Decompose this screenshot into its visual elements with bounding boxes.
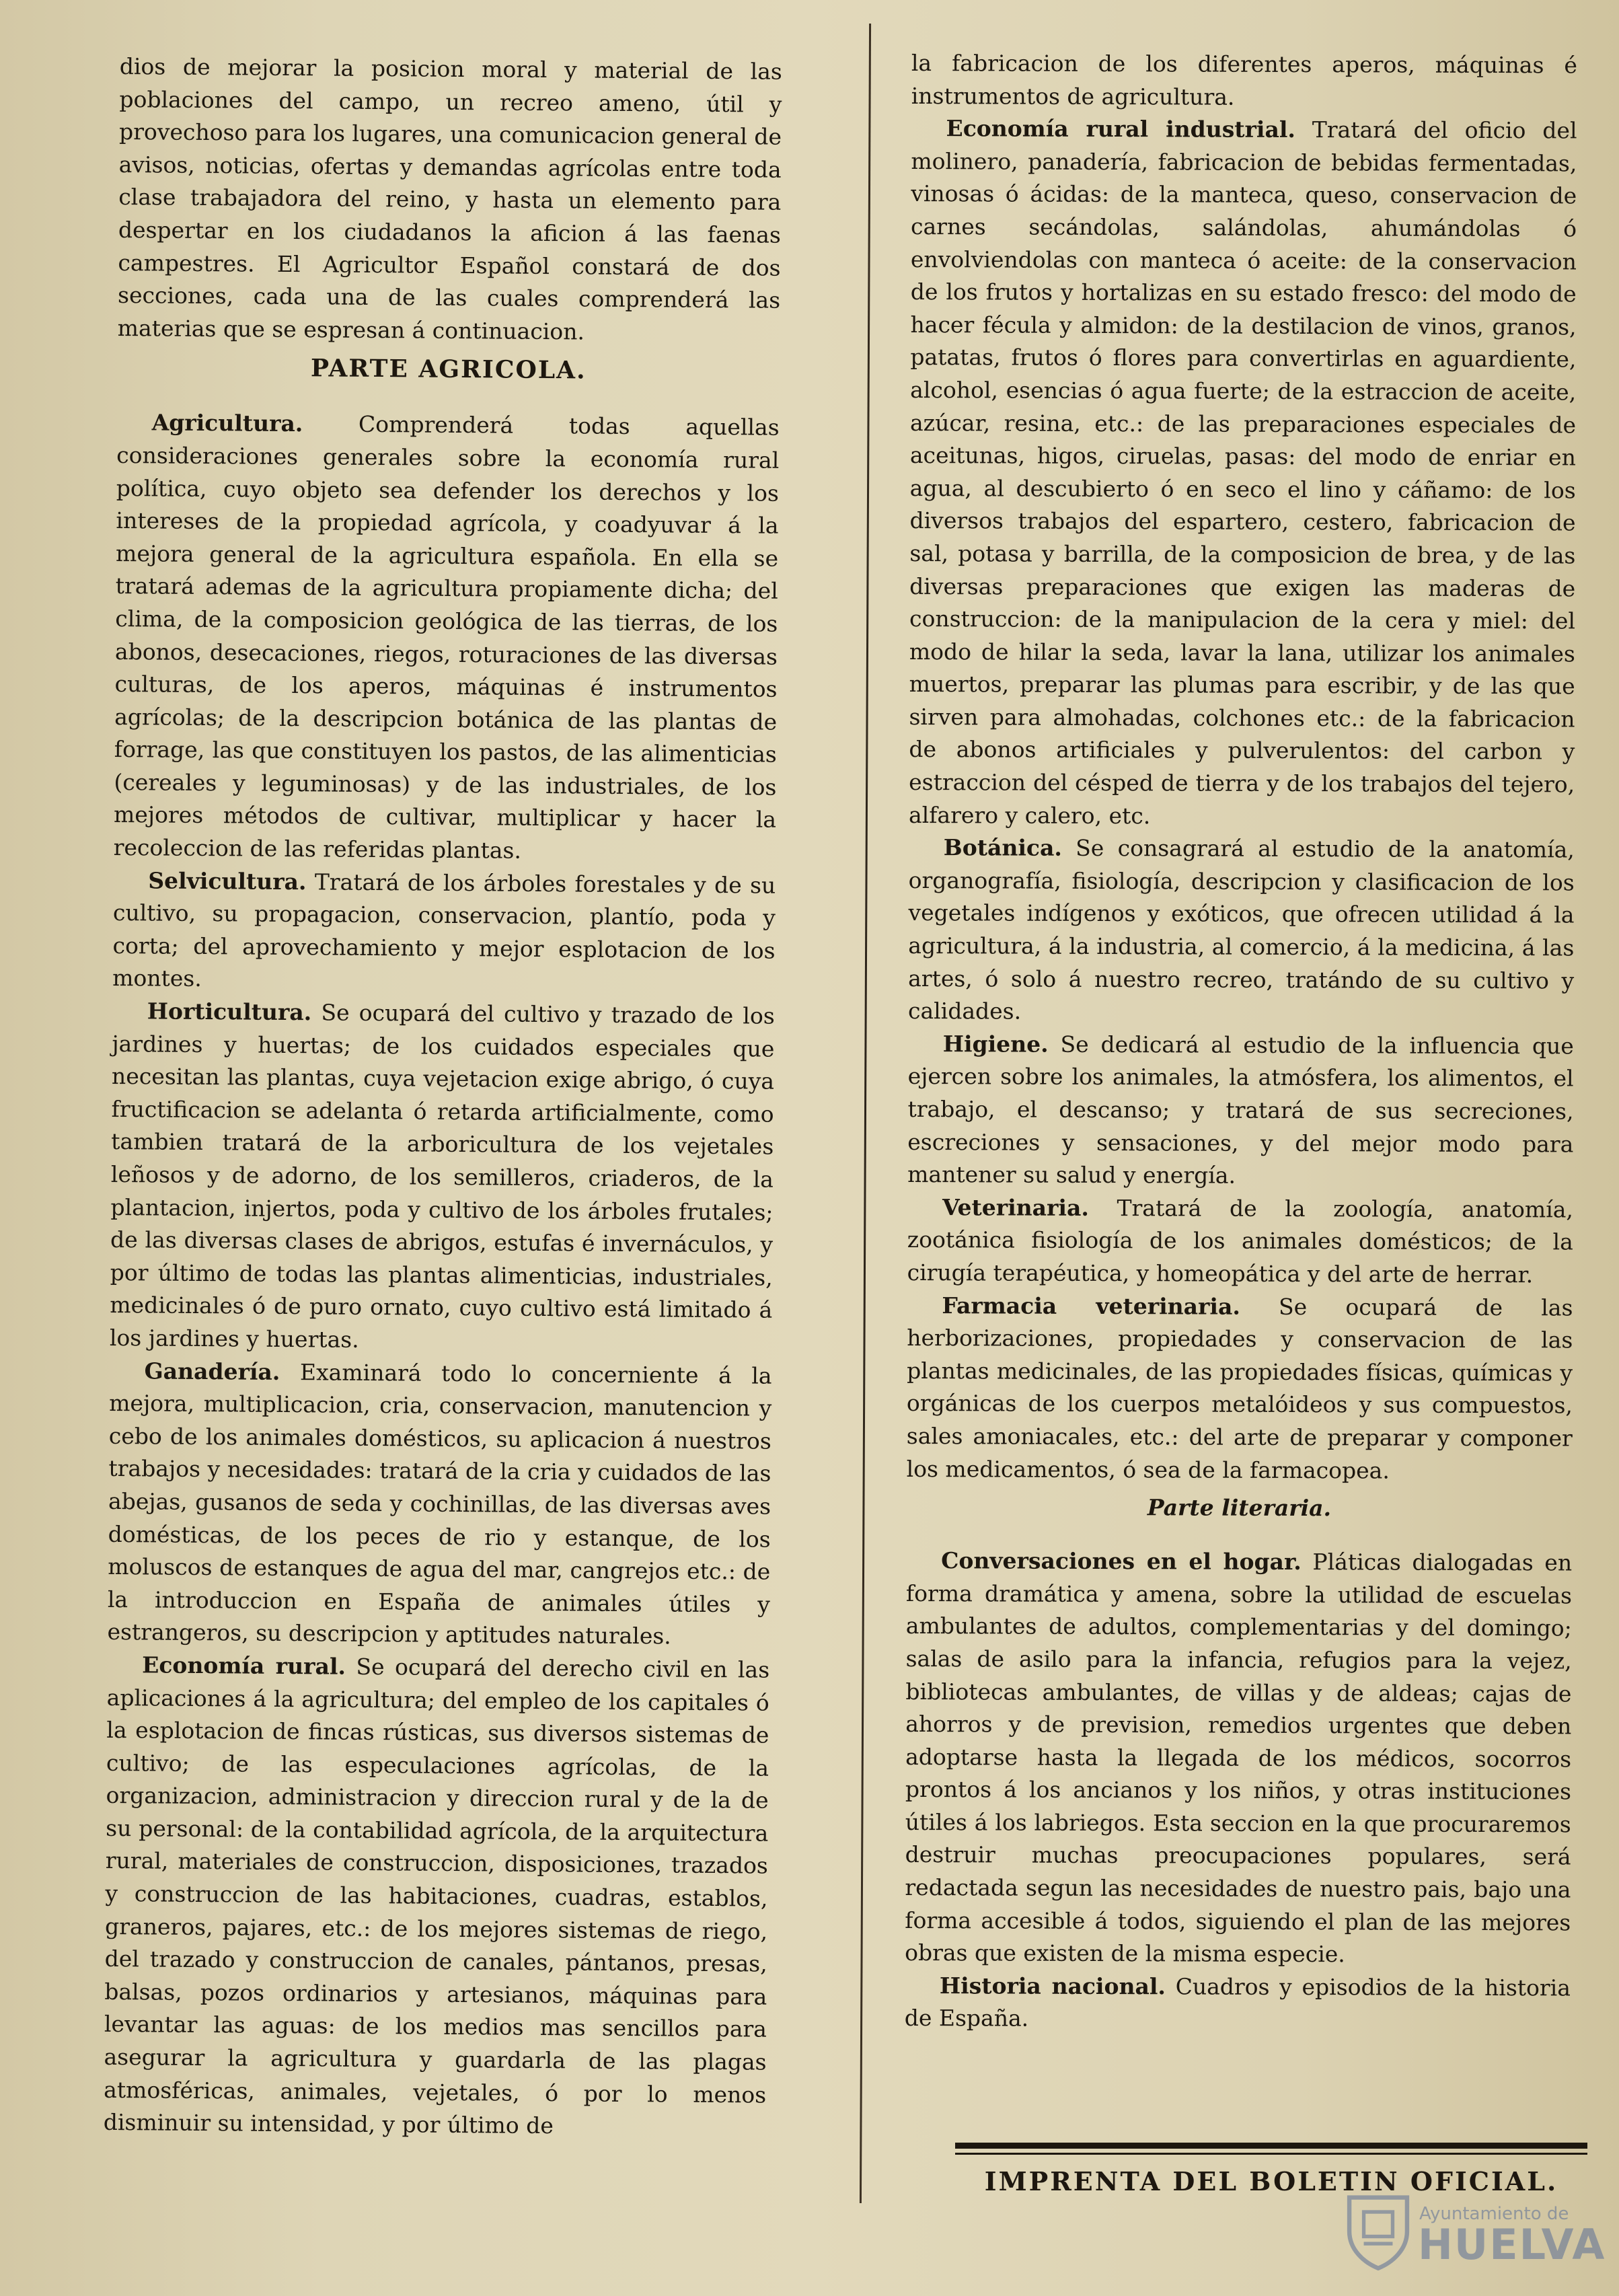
imprint-line: IMPRENTA DEL BOLETIN OFICIAL.: [984, 2166, 1558, 2196]
paragraph-veterinaria: Veterinaria. Tratará de la zoología, anatomía, zootánica fisiología de los animales domésticos; de la cirugía terapéutica, y homeopática y del arte de herrar.: [907, 1193, 1574, 1288]
paragraph-economia-rural: Economía rural. Se ocupará del derecho civil en las aplicaciones á la agricultura; del empleo de los capitales ó la esplotacion de fincas rústicas, sus diversos sistemas de cultivo; de las especulaciones agrícolas, de la organizacion, administracion y direccion rural y de la de su personal: de la contabilidad agrícola, de la arquitectura rural, materiales de construccion, disposiciones, trazados y construccion de las habitaciones, cuadras, establos, graneros, pajares, etc.: de los mejores sistemas de riego, del trazado y construccion de canales, pántanos, presas, balsas, pozos ordinarios y artesianos, máquinas para levantar las aguas: de los medios mas sencillos para asegurar la agricultura y guardarla de las plagas atmosféricas, animales, vejetales, ó por lo menos disminuir su intensidad, y por último de: [103, 1652, 770, 2139]
left-column: [104, 50, 782, 2144]
paragraph-lead: Selvicultura.: [148, 867, 307, 895]
paragraph-agricultura: Agricultura. Comprenderá todas aquellas consideraciones generales sobre la economía rural política, cuyo objeto sea defender los derechos y los intereses de la propiedad agrícola, y coadyuvar á la mejora general de la agricultura española. En ella se tratará ademas de la agricultura propiamente dicha; del clima, de la composicion geológica de las tierras, de los abonos, desecaciones, riegos, roturaciones de las diversas culturas, de los aperos, máquinas é instrumentos agrícolas; de la descripcion botánica de las plantas de forrage, las que constituyen los pastos, de las alimenticias (cereales y leguminosas) y de las industriales, de los mejores métodos de cultivar, multiplicar y hacer la recoleccion de las referidas plantas.: [113, 409, 780, 864]
paragraph-lead: Economía rural.: [142, 1652, 346, 1680]
paragraph-botanica: Botánica. Se consagrará al estudio de la anatomía, organografía, fisiología, descripcion y clasificacion de los vegetales indígenos y exóticos, que ofrecen utilidad á la agricultura, á la industria, al comercio, á la medicina, á las artes, ó solo á nuestro recreo, tratándo de su cultivo y calidades.: [907, 834, 1575, 1025]
right-column: [905, 47, 1577, 2037]
paragraph-lead: Higiene.: [942, 1030, 1049, 1058]
paragraph-selvicultura: Selvicultura. Tratará de los árboles forestales y de su cultivo, su propagacion, conservacion, plantío, poda y corta; del aprovechamiento y mejor esplotacion de los montes.: [112, 867, 776, 992]
paragraph-lead: Economía rural industrial.: [946, 115, 1295, 143]
paragraph-economia-industrial: Economía rural industrial. Tratará del oficio del molinero, panadería, fabricacion de bebidas fermentadas, vinosas ó ácidas: de la manteca, queso, conservacion de carnes secándolas, salándolas, ahumándolas ó envolviendolas con manteca ó aceite: de la conservacion de los frutos y hortalizas en su estado fresco: del modo de hacer fécula y almidon: de la destilacion de vinos, granos, patatas, frutos ó flores para convertirlas en aguardiente, alcohol, esencias ó agua fuerte; de la estraccion de aceite, azúcar, resina, etc.: de las preparaciones especiales de aceitunas, higos, ciruelas, pasas: del modo de enriar en agua, al descubierto ó en seco el lino y cáñamo: de los diversos trabajos del espartero, cestero, fabricacion de sal, potasa y barrilla, de la composicion de brea, y de las diversas preparaciones que exigen las maderas de construccion: de la manipulacion de la cera y miel: del modo de hilar la seda, lavar la lana, utilizar los animales muertos, preparar las plumas para escribir, y de las que sirven para almohadas, colchones etc.: de la fabricacion de abonos artificiales y pulverulentos: del carbon y estraccion del césped de tierra y de los trabajos del tejero, alfarero y calero, etc.: [908, 115, 1577, 829]
paragraph-horticultura: Horticultura. Se ocupará del cultivo y trazado de los jardines y huertas; de los cuidados especiales que necesitan las plantas, cuya vejetacion exige abrigo, ó cuya fructificacion se adelanta ó retarda artificialmente, como tambien tratará de la arboricultura de los vejetales leñosos y de adorno, de los semilleros, criaderos, de la plantacion, injertos, poda y cultivo de los árboles frutales; de las diversas clases de abrigos, estufas é invernáculos, y por último de todas las plantas alimenticias, industriales, medicinales ó de puro ornato, cuyo cultivo está limitado á los jardines y huertas.: [109, 998, 775, 1353]
paragraph-ganaderia: Ganadería. Examinará todo lo concerniente á la mejora, multiplicacion, cria, conservacion, manutencion y cebo de los animales domésticos, su aplicacion á nuestros trabajos y necesidades: tratará de la cria y cuidados de las abejas, gusanos de seda y cochinillas, de las diversas aves domésticas, de los peces de rio y estanque, de los moluscos de estanques de agua del mar, cangrejos etc.: de la introduccion en España de animales útiles y estrangeros, su descripcion y aptitudes naturales.: [107, 1357, 772, 1650]
section-heading-literaria: Parte literaria.: [1147, 1494, 1332, 1522]
paragraph-lead: Historia nacional.: [939, 1972, 1166, 2000]
continued-paragraph: dios de mejorar la posicion moral y material de las poblaciones del campo, un recreo ameno, útil y provechoso para los lugares, una comunicacion general de avisos, noticias, ofertas y demandas agrícolas entre toda clase trabajadora del reino, y hasta un elemento para despertar en los ciudadanos la aficion á las faenas campestres. El Agricultor Español constará de dos secciones, cada una de las cuales comprenderá las materias que se espresan á continuacion.: [117, 52, 782, 345]
paragraph-higiene: Higiene. Se dedicará al estudio de la influencia que ejercen sobre los animales, la atmósfera, los alimentos, el trabajo, el descanso; y tratará de sus secreciones, escreciones y sensaciones, y del mejor modo para mantener su salud y energía.: [907, 1030, 1574, 1189]
paragraph-lead: Veterinaria.: [942, 1193, 1089, 1221]
paragraph-lead: Agricultura.: [151, 409, 303, 437]
archive-watermark: [1339, 2165, 1606, 2272]
paragraph-lead: Botánica.: [943, 834, 1062, 862]
footer-rule-thick: [955, 2143, 1587, 2149]
paragraph-farmacia: Farmacia veterinaria. Se ocupará de las herborizaciones, propiedades y conservacion de las plantas medicinales, de las propiedades físicas, químicas y orgánicas de los cuerpos metalóideos y sus compuestos, sales amoniacales, etc.: del arte de preparar y componer los medicamentos, ó sea de la farmacopea.: [906, 1292, 1573, 1484]
paragraph-lead: Horticultura.: [147, 998, 312, 1026]
paragraph-conversaciones: Conversaciones en el hogar. Pláticas dialogadas en forma dramática y amena, sobre la utilidad de escuelas ambulantes de adultos, complementarias y del domingo; salas de asilo para la infancia, refugios para la vejez, bibliotecas ambulantes, de villas y de aldeas; cajas de ahorros y de prevision, remedios urgentes que deben adoptarse hasta la llegada de los médicos, socorros prontos á los ancianos y los niños, y otras instituciones útiles á los labriegos. Esta seccion en la que procuraremos destruir muchas preocupaciones populares, será redactada segun las necesidades de nuestro pais, bajo una forma accesible á todos, siguiendo el plan de las mejores obras que existen de la misma especie.: [905, 1547, 1573, 1968]
watermark-caption: Ayuntamiento de: [1419, 2204, 1569, 2224]
shield-icon: [1341, 2192, 1415, 2271]
watermark-title: HUELVA: [1418, 2220, 1606, 2269]
column-divider: [860, 24, 871, 2203]
footer-rule-thin: [955, 2153, 1587, 2155]
section-heading-agricola: PARTE AGRICOLA.: [310, 354, 587, 385]
paragraph-lead: Farmacia veterinaria.: [942, 1292, 1240, 1320]
paragraph-lead: Conversaciones en el hogar.: [941, 1547, 1302, 1576]
paragraph-lead: Ganadería.: [144, 1357, 280, 1385]
continued-paragraph: la fabricacion de los diferentes aperos, máquinas é instrumentos de agricultura.: [911, 49, 1577, 110]
paragraph-historia: Historia nacional. Cuadros y episodios de la historia de España.: [904, 1972, 1571, 2032]
